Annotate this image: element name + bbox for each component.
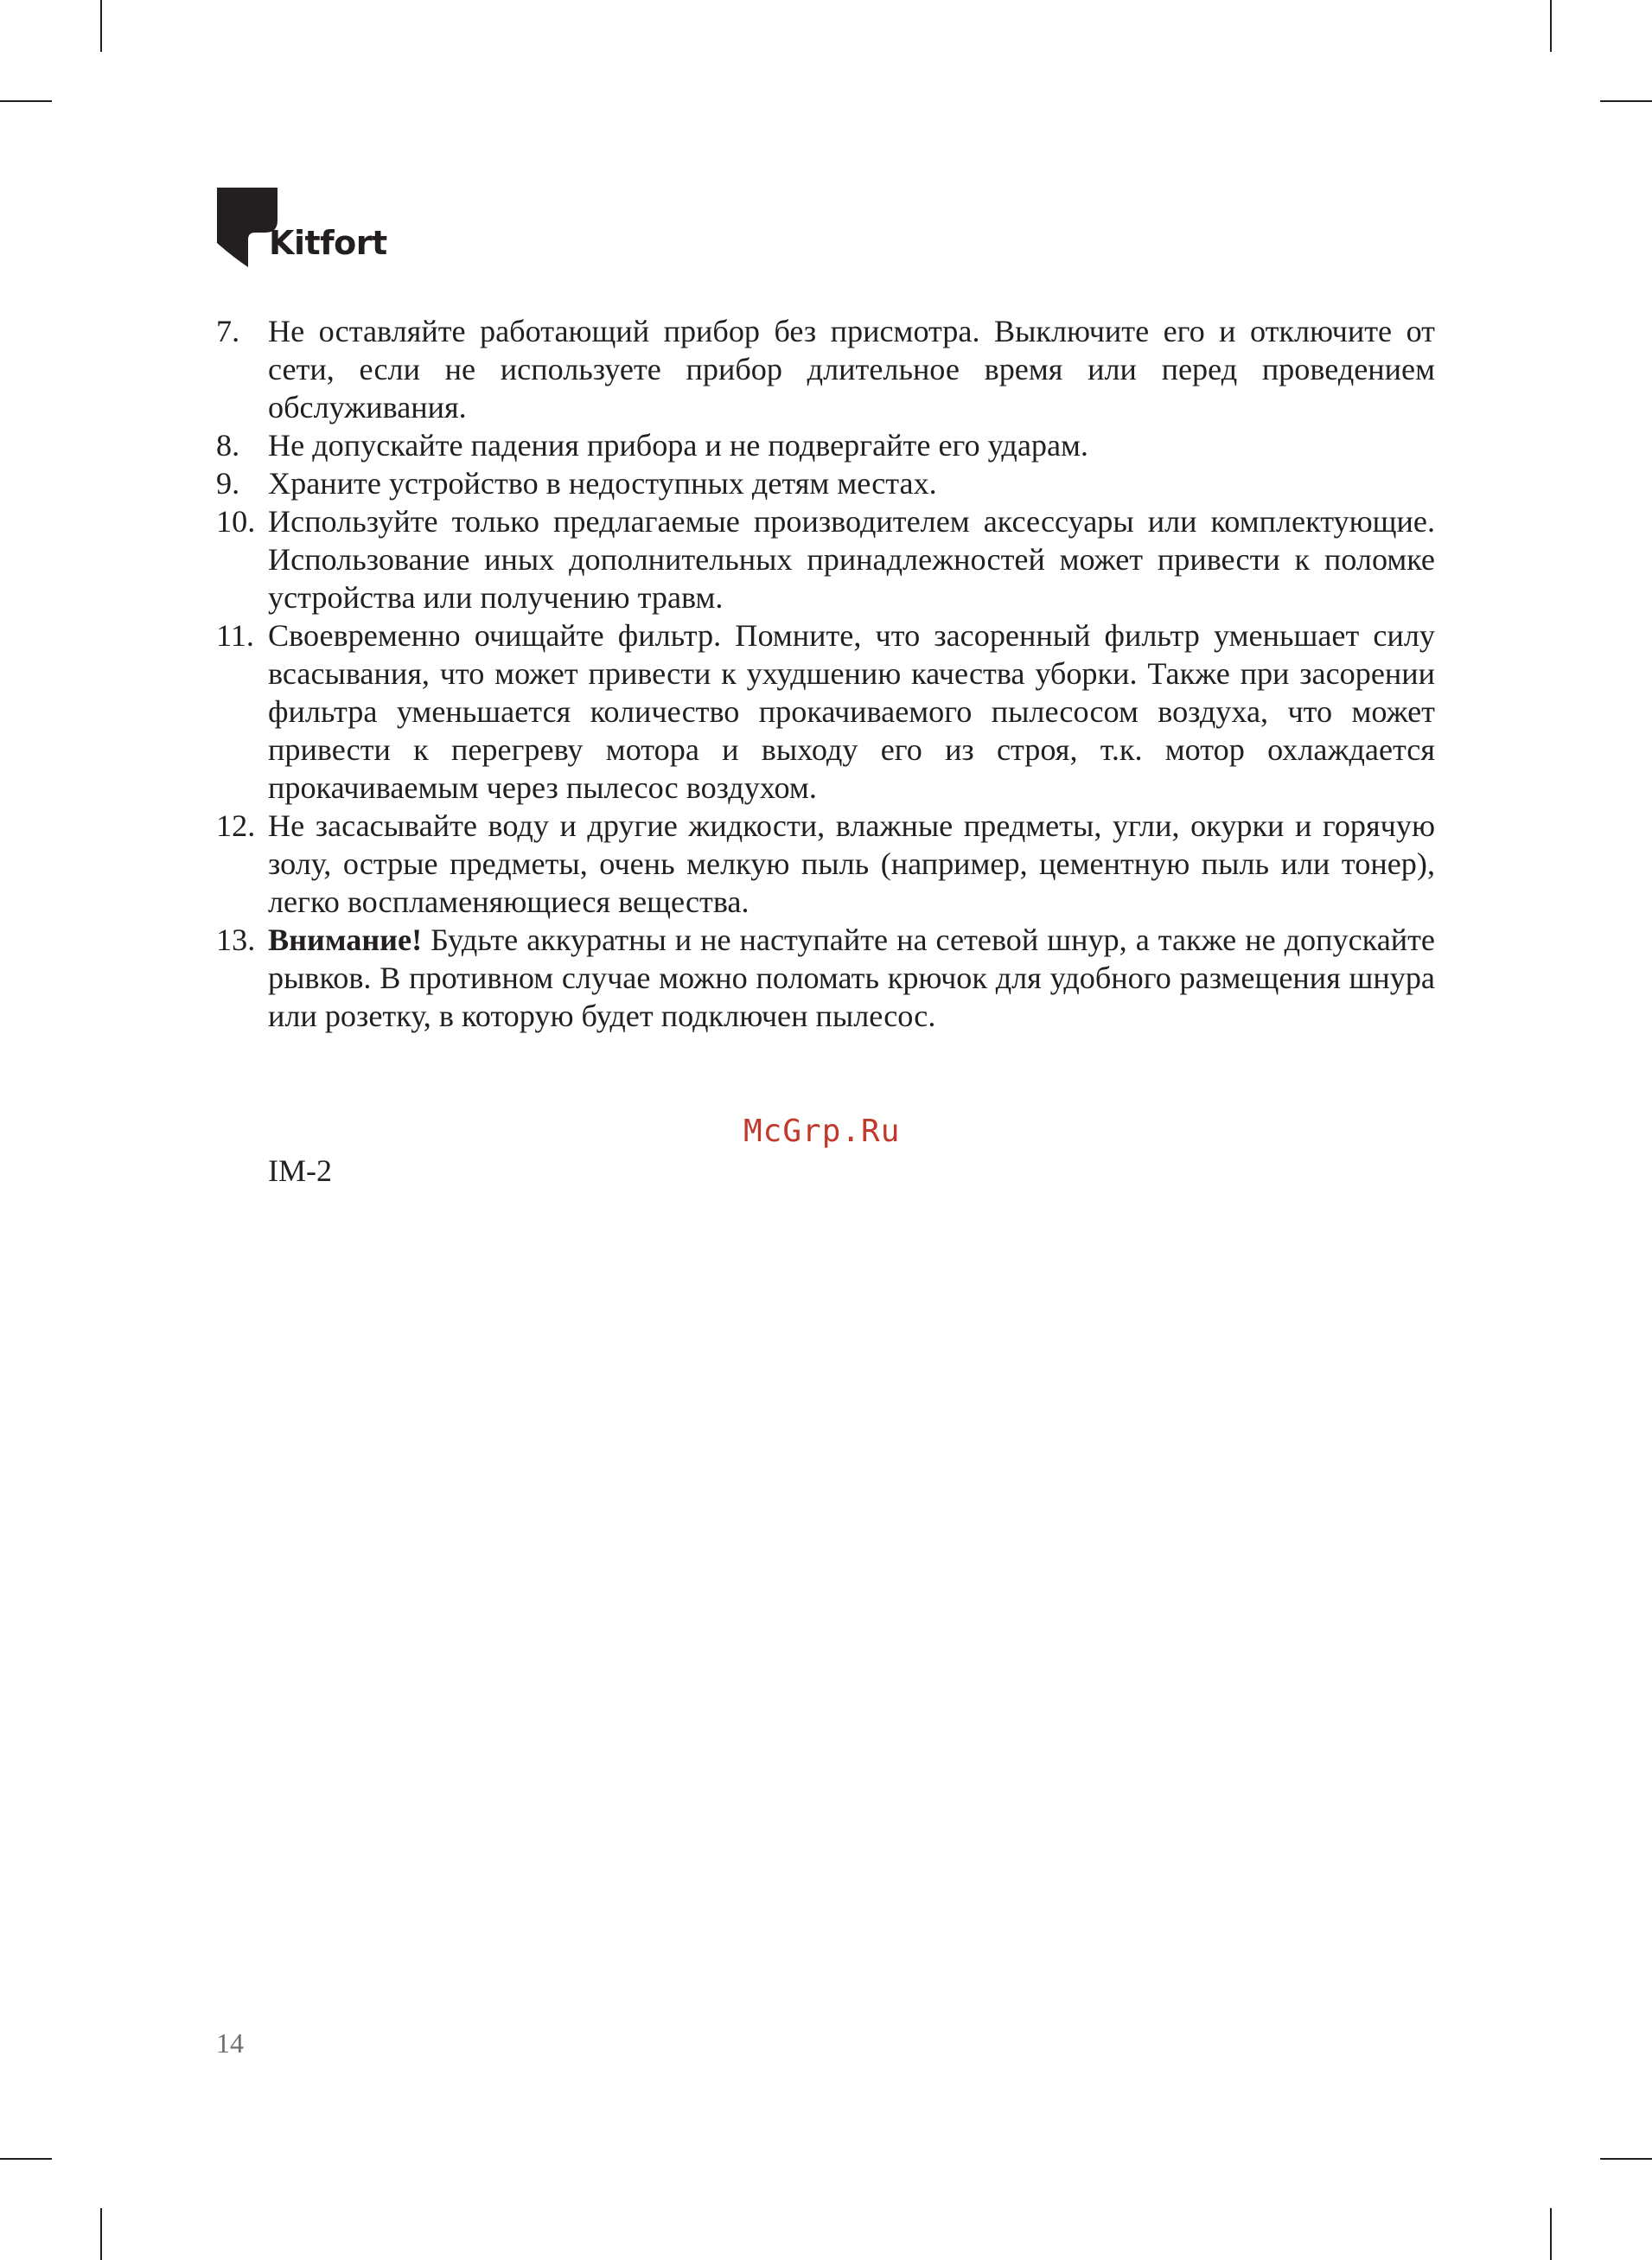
instruction-text: Не допускайте падения прибора и не подвергайте его ударам. <box>268 428 1088 463</box>
instruction-number: 13. <box>216 923 256 957</box>
instructions-list <box>216 312 1435 1035</box>
crop-mark-top-right-horizontal <box>1600 100 1652 102</box>
instruction-item <box>216 312 1435 426</box>
watermark: McGrp.Ru <box>743 1114 901 1149</box>
instruction-item <box>216 807 1435 921</box>
instruction-number: 8. <box>216 428 240 463</box>
instruction-lead: Внимание! <box>268 923 423 957</box>
crop-mark-bottom-left-horizontal <box>0 2158 52 2160</box>
instruction-text: Не оставляйте работающий прибор без присмотра. Выключите его и отключите от сети, если не используете прибор длительное время или перед проведением обслуживания. <box>268 314 1435 425</box>
instruction-text: Используйте только предлагаемые производителем аксессуары или комплектующие. Использование иных дополнительных принадлежностей может привести к поломке устройства или получению травм. <box>268 504 1435 615</box>
crop-mark-bottom-right-vertical <box>1550 2208 1552 2260</box>
brand-name: Kitfort <box>269 224 387 262</box>
document-code: IM-2 <box>268 1153 332 1188</box>
page-number: 14 <box>216 2027 244 2059</box>
instruction-item <box>216 616 1435 807</box>
instruction-item <box>216 502 1435 616</box>
instruction-item <box>216 921 1435 1035</box>
instruction-text: Своевременно очищайте фильтр. Помните, что засоренный фильтр уменьшает силу всасывания, что может привести к ухудшению качества уборки. Также при засорении фильтра уменьшается количество прокачиваемого пылесосом воздуха, что может привести к перегреву мотора и выходу его из строя, т.к. мотор охлаждается прокачиваемым через пылесос воздухом. <box>268 618 1435 805</box>
instruction-item <box>216 426 1435 464</box>
crop-mark-top-left-horizontal <box>0 100 52 102</box>
crop-mark-bottom-right-horizontal <box>1600 2158 1652 2160</box>
instruction-text: Будьте аккуратны и не наступайте на сетевой шнур, а также не допускайте рывков. В противном случае можно поломать крючок для удобного размещения шнура или розетку, в которую будет подключен пылесос. <box>268 923 1435 1033</box>
instruction-number: 10. <box>216 504 256 539</box>
crop-mark-top-left-vertical <box>100 0 102 52</box>
instruction-number: 11. <box>216 618 254 653</box>
instruction-number: 7. <box>216 314 240 348</box>
instruction-item <box>216 464 1435 502</box>
crop-mark-top-right-vertical <box>1550 0 1552 52</box>
crop-mark-bottom-left-vertical <box>100 2208 102 2260</box>
instruction-number: 9. <box>216 466 240 501</box>
instruction-text: Храните устройство в недоступных детям местах. <box>268 466 937 501</box>
instruction-number: 12. <box>216 808 256 843</box>
instruction-text: Не засасывайте воду и другие жидкости, влажные предметы, угли, окурки и горячую золу, острые предметы, очень мелкую пыль (например, цементную пыль или тонер), легко воспламеняющиеся вещества. <box>268 808 1435 919</box>
